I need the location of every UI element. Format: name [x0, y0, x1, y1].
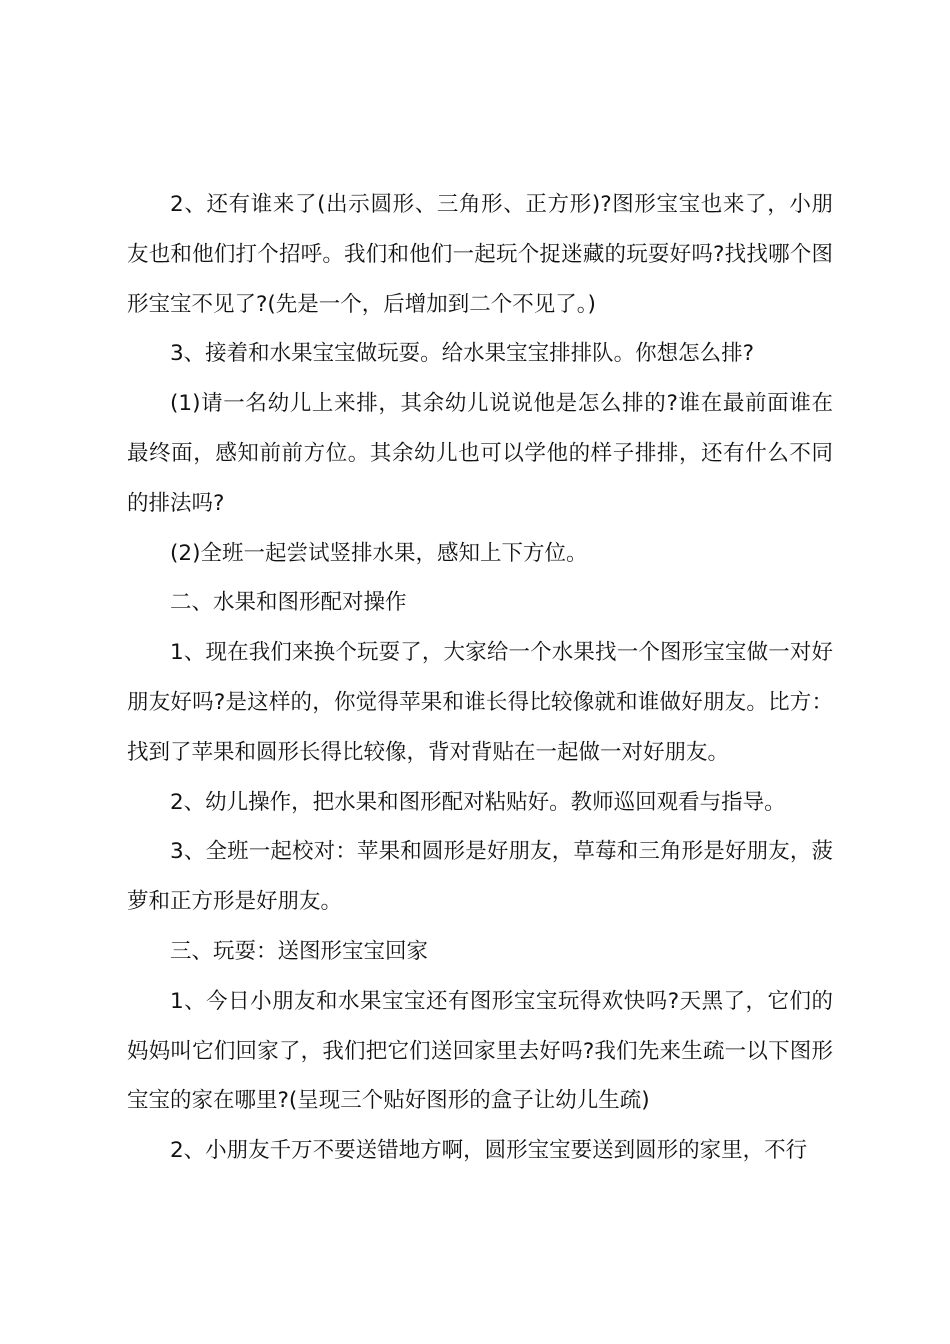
- document-body: [127, 180, 833, 1176]
- section-heading-matching: 二、水果和图形配对操作: [170, 590, 407, 616]
- paragraph-show-shapes: 2、还有谁来了(出示圆形、三角形、正方形)?图形宝宝也来了，小朋友也和他们打个招呼。我们和他们一起玩个捉迷藏的玩耍好吗?找找哪个图形宝宝不见了?(先是一个，后增加到二个不见了。): [127, 192, 833, 317]
- section-heading-send-home: 三、玩耍：送图形宝宝回家: [170, 938, 429, 964]
- paragraph-going-home: 1、今日小朋友和水果宝宝还有图形宝宝玩得欢快吗?天黑了，它们的妈妈叫它们回家了，我们把它们送回家里去好吗?我们先来生疏一以下图形宝宝的家在哪里?(呈现三个贴好图形的盒子让幼儿生疏): [127, 988, 833, 1114]
- paragraph-dont-send-wrong: 2、小朋友千万不要送错地方啊，圆形宝宝要送到圆形的家里，不行: [170, 1138, 808, 1164]
- paragraph-fruit-queue: 3、接着和水果宝宝做玩耍。给水果宝宝排排队。你想怎么排?: [170, 341, 755, 367]
- paragraph-up-down: (2)全班一起尝试竖排水果，感知上下方位。: [170, 540, 588, 566]
- paragraph-child-operation: 2、幼儿操作，把水果和图形配对粘贴好。教师巡回观看与指导。: [170, 789, 786, 815]
- paragraph-front-back: (1)请一名幼儿上来排，其余幼儿说说他是怎么排的?谁在最前面谁在最终面，感知前前方位。其余幼儿也可以学他的样子排排，还有什么不同的排法吗?: [127, 391, 833, 516]
- paragraph-class-check: 3、全班一起校对：苹果和圆形是好朋友，草莓和三角形是好朋友，菠萝和正方形是好朋友。: [127, 839, 833, 915]
- paragraph-find-friend: 1、现在我们来换个玩耍了，大家给一个水果找一个图形宝宝做一对好朋友好吗?是这样的，你觉得苹果和谁长得比较像就和谁做好朋友。比方：找到了苹果和圆形长得比较像，背对背贴在一起做一对好朋友。: [127, 640, 833, 765]
